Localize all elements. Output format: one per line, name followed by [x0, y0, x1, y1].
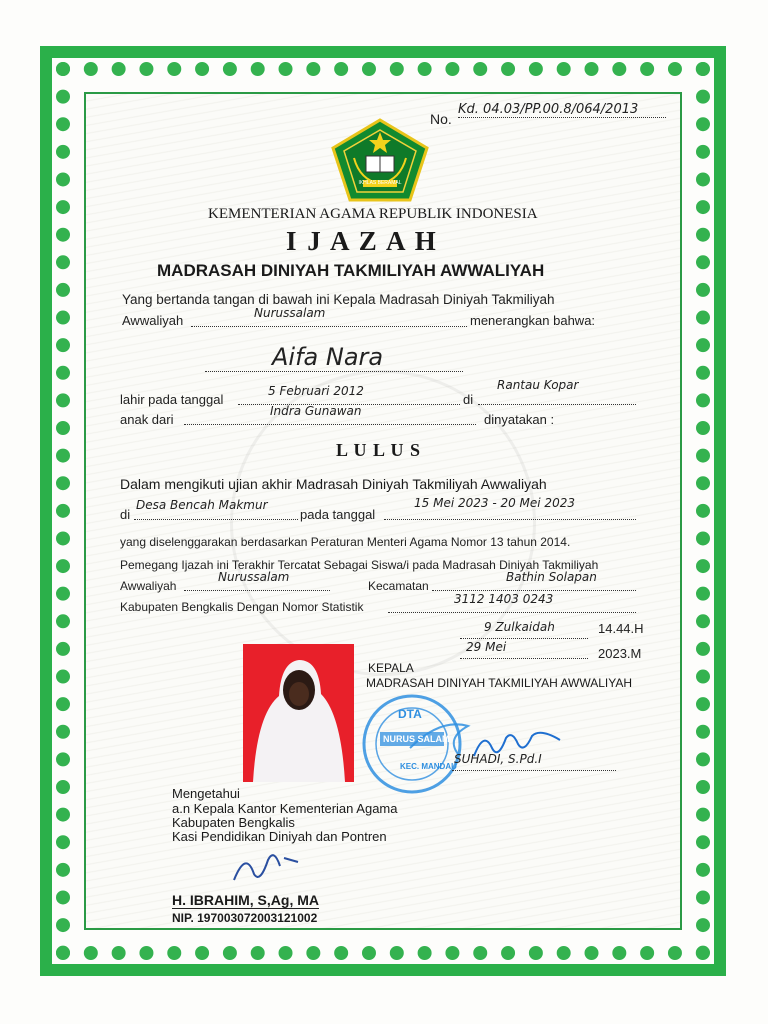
result-text: L U L U S [336, 440, 422, 460]
document-title: I J A Z A H [286, 226, 438, 256]
hijri-day: 9 Zulkaidah [484, 620, 555, 634]
stat-number: 3112 1403 0243 [454, 592, 554, 606]
approval-name: H. IBRAHIM, S,Ag, MA [172, 892, 319, 908]
approval-line-2: a.n Kepala Kantor Kementerian Agama [172, 801, 398, 816]
masehi-day: 29 Mei [466, 640, 507, 654]
district-label: Kecamatan [368, 579, 429, 593]
emblem-caption: IKHLAS BERAMAL [358, 180, 402, 186]
holder-prefix: Awwaliyah [120, 579, 177, 593]
regulation-text: yang diselenggarakan berdasarkan Peraturan Menteri Agama Nomor 13 tahun 2014. [120, 535, 571, 549]
madrasah-name-line [191, 312, 467, 327]
approval-nip: NIP. 197003072003121002 [172, 911, 318, 925]
parent-name: Indra Gunawan [270, 404, 362, 418]
intro-suffix: menerangkan bahwa: [470, 313, 596, 328]
stamp-bottom-text: KEC. MANDAU [400, 762, 457, 771]
ministry-title: KEMENTERIAN AGAMA REPUBLIK INDONESIA [208, 206, 538, 222]
child-of-label: anak dari [120, 412, 174, 427]
signatory-institution: MADRASAH DINIYAH TAKMILIYAH AWWALIYAH [366, 676, 633, 690]
certificate-number: Kd. 04.03/PP.00.8/064/2013 [458, 102, 666, 118]
student-photo [243, 644, 354, 782]
ministry-emblem-icon [330, 118, 430, 202]
declared-label: dinyatakan : [484, 412, 555, 427]
born-place-line [478, 390, 636, 405]
approval-line-4: Kasi Pendidikan Diniyah dan Pontren [172, 829, 387, 844]
exam-dates: 15 Mei 2023 - 20 Mei 2023 [414, 496, 575, 510]
exam-date-label: pada tanggal [300, 507, 376, 522]
signatory-name: SUHADI, S.Pd.I [454, 752, 542, 766]
approval-line-3: Kabupaten Bengkalis [172, 815, 295, 830]
signatory-role: KEPALA [368, 661, 414, 675]
hijri-year: 14.44.H [598, 621, 644, 636]
stamp-band-text: NURUS SALAM [383, 734, 450, 744]
student-name: Aifa Nara [272, 343, 384, 371]
number-label: No. [430, 111, 452, 127]
stat-label: Kabupaten Bengkalis Dengan Nomor Statistik [120, 600, 364, 614]
born-place: Rantau Kopar [497, 378, 579, 392]
document-subtitle: MADRASAH DINIYAH TAKMILIYAH AWWALIYAH [157, 261, 545, 280]
district-value: Bathin Solapan [506, 570, 597, 584]
exam-at-label: di [120, 507, 131, 522]
exam-place: Desa Bencah Makmur [136, 498, 268, 512]
intro-prefix: Awwaliyah [122, 313, 184, 328]
approval-signature-icon [228, 840, 308, 888]
madrasah-name: Nurussalam [254, 306, 326, 320]
holder-line: Pemegang Ijazah ini Terakhir Tercatat Sebagai Siswa/i pada Madrasah Diniyah Takmiliyah [120, 558, 599, 572]
born-label: lahir pada tanggal [120, 392, 224, 407]
student-portrait-icon [243, 644, 354, 782]
masehi-year: 2023.M [598, 646, 642, 661]
born-date: 5 Februari 2012 [268, 384, 364, 398]
holder-madrasah: Nurussalam [218, 570, 290, 584]
exam-line: Dalam mengikuti ujian akhir Madrasah Diniyah Takmiliyah Awwaliyah [120, 476, 547, 492]
intro-line: Yang bertanda tangan di bawah ini Kepala Madrasah Diniyah Takmiliyah [122, 292, 555, 307]
approval-line-1: Mengetahui [172, 786, 240, 801]
stamp-top-text: DTA [398, 707, 422, 721]
born-at-label: di [463, 392, 474, 407]
